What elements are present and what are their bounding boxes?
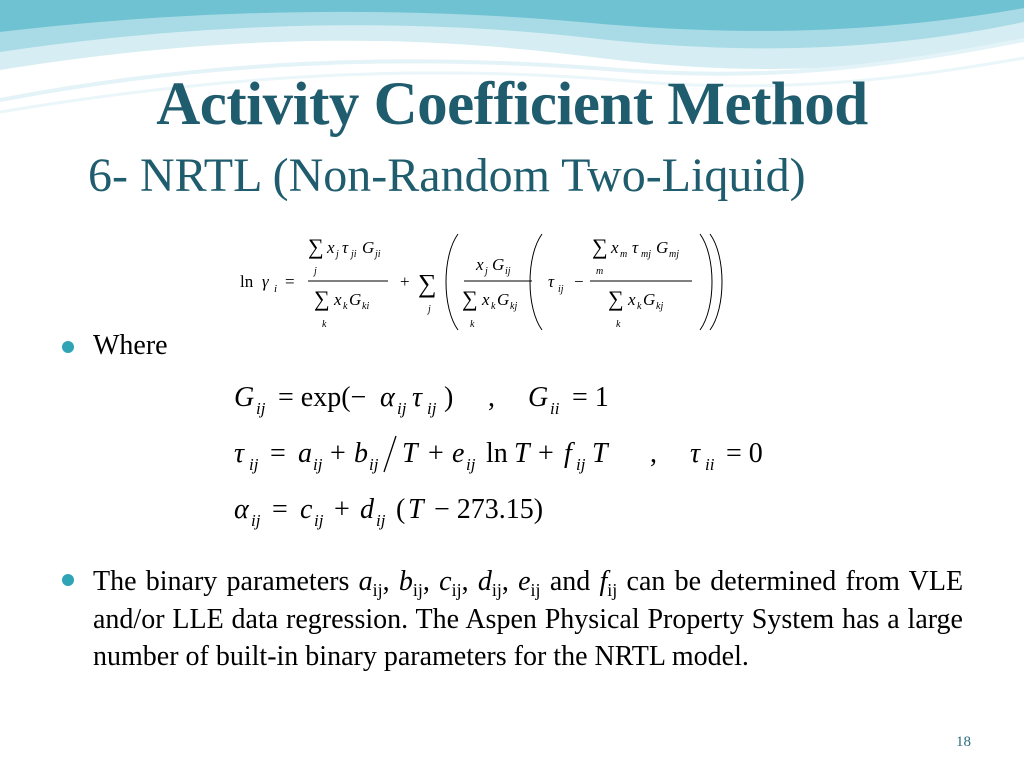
- svg-text:∑: ∑: [592, 234, 608, 259]
- svg-text:d: d: [360, 494, 374, 525]
- param-symbol: a: [358, 566, 373, 597]
- svg-text:= exp(−: = exp(−: [278, 382, 367, 413]
- svg-text:τ: τ: [632, 238, 639, 257]
- and-word: and: [549, 566, 591, 597]
- svg-text:+: +: [428, 438, 444, 469]
- svg-text:kj: kj: [510, 301, 518, 312]
- binary-parameters-paragraph: The binary parameters $a_{ij}$, $b_{ij}$, $c_{ij}$, $d_{ij}$, $e_{ij}$ and $f_{ij}$ can be determined from VLE and/or LLE data regression. The Aspen Physical Property System has a large number of built-in binary parameters for the NRTL model.: [93, 566, 964, 672]
- svg-text:x: x: [482, 290, 490, 309]
- svg-text:j: j: [428, 304, 431, 315]
- svg-text:G: G: [643, 290, 656, 309]
- svg-text:k: k: [637, 301, 642, 312]
- svg-text:T: T: [408, 494, 424, 525]
- param-symbol: e: [518, 566, 531, 597]
- svg-text:∑: ∑: [308, 234, 324, 259]
- svg-text:+: +: [334, 494, 350, 525]
- svg-text:τ: τ: [342, 238, 349, 257]
- svg-text:(: (: [396, 494, 406, 525]
- paragraph-lead: The binary parameters: [93, 566, 350, 597]
- bullet-icon: [62, 341, 74, 353]
- svg-text:kj: kj: [656, 301, 664, 312]
- tau-ij-equation: [234, 436, 763, 474]
- svg-text:G: G: [362, 238, 375, 257]
- page-number: 18: [956, 734, 971, 750]
- svg-text:τ: τ: [234, 438, 245, 469]
- svg-text:+: +: [400, 272, 410, 291]
- svg-text:G: G: [492, 255, 505, 274]
- svg-text:mj: mj: [641, 249, 651, 260]
- param-symbol: b: [398, 566, 413, 597]
- svg-text:τ: τ: [548, 272, 555, 291]
- svg-text:ii: ii: [705, 455, 715, 474]
- svg-text:f: f: [564, 438, 572, 469]
- svg-text:m: m: [620, 249, 628, 260]
- svg-text:∑: ∑: [418, 269, 437, 298]
- svg-text:x: x: [334, 290, 342, 309]
- svg-text:): ): [444, 382, 454, 413]
- svg-text:G: G: [528, 382, 549, 413]
- svg-text:ii: ii: [550, 399, 560, 418]
- svg-text:ji: ji: [375, 249, 381, 260]
- svg-text:ij: ij: [369, 455, 379, 474]
- svg-text:mj: mj: [669, 249, 679, 260]
- svg-text:γ: γ: [262, 272, 269, 291]
- slide-title: Activity Coefficient Method: [156, 71, 868, 138]
- svg-text:G: G: [656, 238, 669, 257]
- svg-text:b: b: [354, 438, 368, 469]
- svg-text:x: x: [611, 238, 619, 257]
- alpha-ij-equation: [234, 494, 543, 530]
- svg-text:= 1: = 1: [572, 382, 609, 413]
- svg-text:∑: ∑: [608, 286, 624, 311]
- svg-text:ij: ij: [558, 284, 564, 295]
- svg-text:ln: ln: [486, 438, 508, 469]
- svg-text:ij: ij: [505, 266, 511, 277]
- svg-text:x: x: [628, 290, 636, 309]
- svg-text:T: T: [514, 438, 530, 469]
- svg-text:x: x: [327, 238, 335, 257]
- paragraph-rest: can be determined from VLE and/or LLE data regression. The Aspen Physical Property System has a large number of built-in binary parameters for the NRTL model.: [93, 566, 964, 672]
- svg-text:ij: ij: [397, 399, 407, 418]
- svg-text:T: T: [592, 438, 608, 469]
- svg-text:ji: ji: [351, 249, 357, 260]
- svg-text:G: G: [497, 290, 510, 309]
- svg-text:ij: ij: [251, 511, 261, 530]
- svg-text:k: k: [470, 319, 475, 330]
- svg-text:ij: ij: [314, 511, 324, 530]
- svg-text:G: G: [234, 382, 255, 413]
- svg-text:α: α: [234, 494, 249, 525]
- svg-text:τ: τ: [412, 382, 423, 413]
- param-symbol: c: [439, 566, 452, 597]
- svg-text:−: −: [574, 272, 584, 291]
- param-symbol: d: [477, 566, 492, 597]
- svg-text:ij: ij: [249, 455, 259, 474]
- svg-text:ij: ij: [576, 455, 586, 474]
- svg-text:k: k: [322, 319, 327, 330]
- svg-text:τ: τ: [690, 438, 701, 469]
- svg-text:ij: ij: [427, 399, 437, 418]
- svg-text:k: k: [343, 301, 348, 312]
- svg-text:G: G: [349, 290, 362, 309]
- svg-text:j: j: [485, 266, 488, 277]
- svg-text:,: ,: [650, 438, 657, 469]
- svg-text:a: a: [298, 438, 312, 469]
- g-ij-equation: [234, 382, 609, 418]
- svg-text:∑: ∑: [462, 286, 478, 311]
- svg-text:+: +: [330, 438, 346, 469]
- svg-text:α: α: [380, 382, 395, 413]
- svg-text:,: ,: [488, 382, 495, 413]
- slide-subtitle: 6- NRTL (Non-Random Two-Liquid): [88, 149, 806, 202]
- svg-text:c: c: [300, 494, 313, 525]
- svg-text:j: j: [336, 249, 339, 260]
- svg-text:T: T: [402, 438, 418, 469]
- svg-text:− 273.15): − 273.15): [434, 494, 544, 525]
- svg-text:+: +: [538, 438, 554, 469]
- svg-text:ln: ln: [240, 272, 254, 291]
- svg-text:x: x: [476, 255, 484, 274]
- svg-text:=: =: [285, 272, 295, 291]
- bullet-icon: [62, 574, 74, 586]
- where-label: Where: [93, 330, 168, 361]
- svg-text:=: =: [272, 494, 288, 525]
- ln-gamma-formula: [230, 226, 730, 336]
- param-symbol: f: [599, 566, 608, 597]
- svg-text:e: e: [452, 438, 465, 469]
- svg-text:∑: ∑: [314, 286, 330, 311]
- svg-text:ij: ij: [313, 455, 323, 474]
- svg-text:ij: ij: [376, 511, 386, 530]
- svg-text:=: =: [270, 438, 286, 469]
- svg-text:ki: ki: [362, 301, 370, 312]
- svg-text:m: m: [596, 266, 604, 277]
- svg-text:ij: ij: [256, 399, 266, 418]
- parameter-equations: [230, 372, 790, 537]
- svg-text:ij: ij: [466, 455, 476, 474]
- svg-text:i: i: [274, 283, 278, 295]
- svg-text:j: j: [314, 266, 317, 277]
- svg-text:= 0: = 0: [726, 438, 763, 469]
- svg-text:k: k: [616, 319, 621, 330]
- svg-text:k: k: [491, 301, 496, 312]
